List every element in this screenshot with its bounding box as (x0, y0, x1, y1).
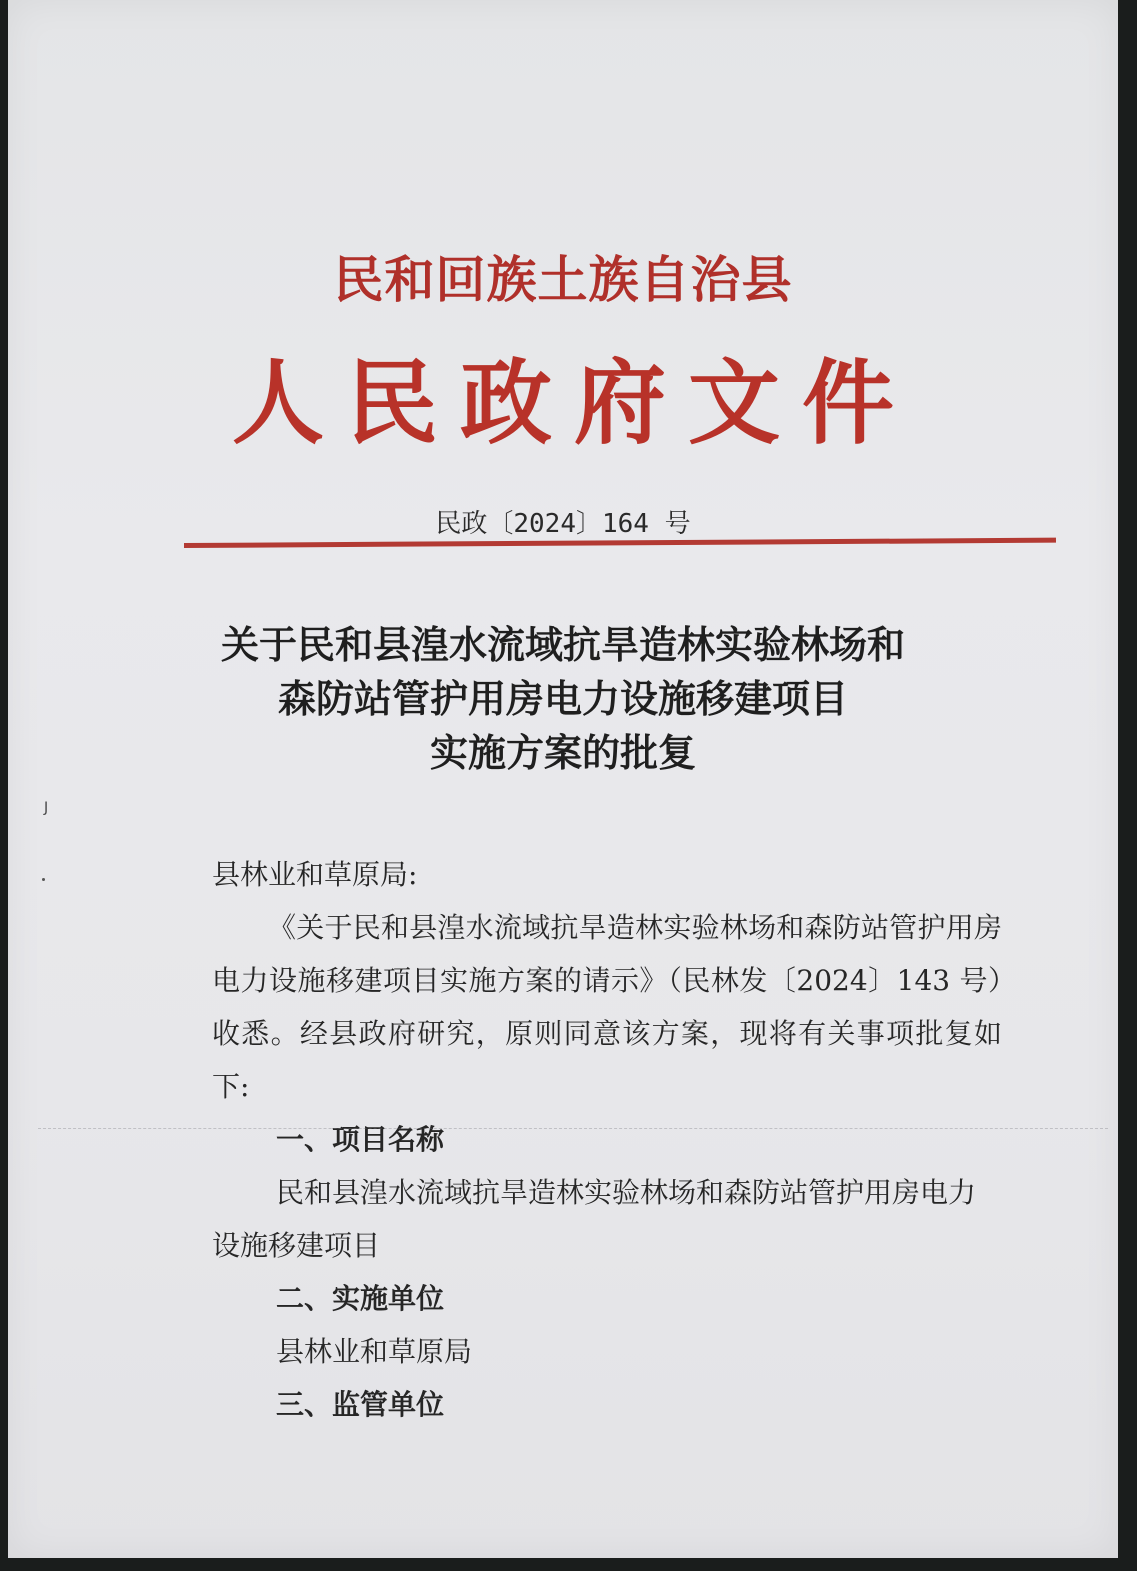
title-line: 森防站管护用房电力设施移建项目 (277, 677, 848, 721)
margin-dot (42, 878, 45, 881)
section-heading: 一、项目名称 (276, 1123, 445, 1156)
section-heading: 二、实施单位 (276, 1282, 445, 1315)
document-type-heading: 人民政府文件 (231, 349, 916, 457)
title-line: 关于民和县湟水流域抗旱造林实验林场和 (220, 623, 905, 667)
salutation: 县林业和草原局: (212, 858, 418, 891)
issuing-authority: 民和回族土族自治县 (333, 250, 793, 309)
section-text: 民和县湟水流域抗旱造林实验林场和森防站管护用房电力设施移建项目 (212, 1176, 977, 1262)
section-text: 县林业和草原局 (276, 1335, 473, 1368)
section-heading: 三、监管单位 (276, 1388, 445, 1421)
document-page (8, 0, 1118, 1558)
paper-fold-line (38, 1128, 1108, 1129)
intro-paragraph: 《关于民和县湟水流域抗旱造林实验林场和森防站管护用房电力设施移建项目实施方案的请示》（民林发〔2024〕143 号）收悉。经县政府研究，原则同意该方案，现将有关事项批复如下: (212, 911, 1002, 1103)
title-line: 实施方案的批复 (429, 731, 696, 775)
document-body (212, 848, 1002, 1431)
document-number: 民政〔2024〕164 号 (435, 509, 691, 539)
margin-mark: J (44, 800, 49, 816)
document-title (8, 618, 1118, 780)
